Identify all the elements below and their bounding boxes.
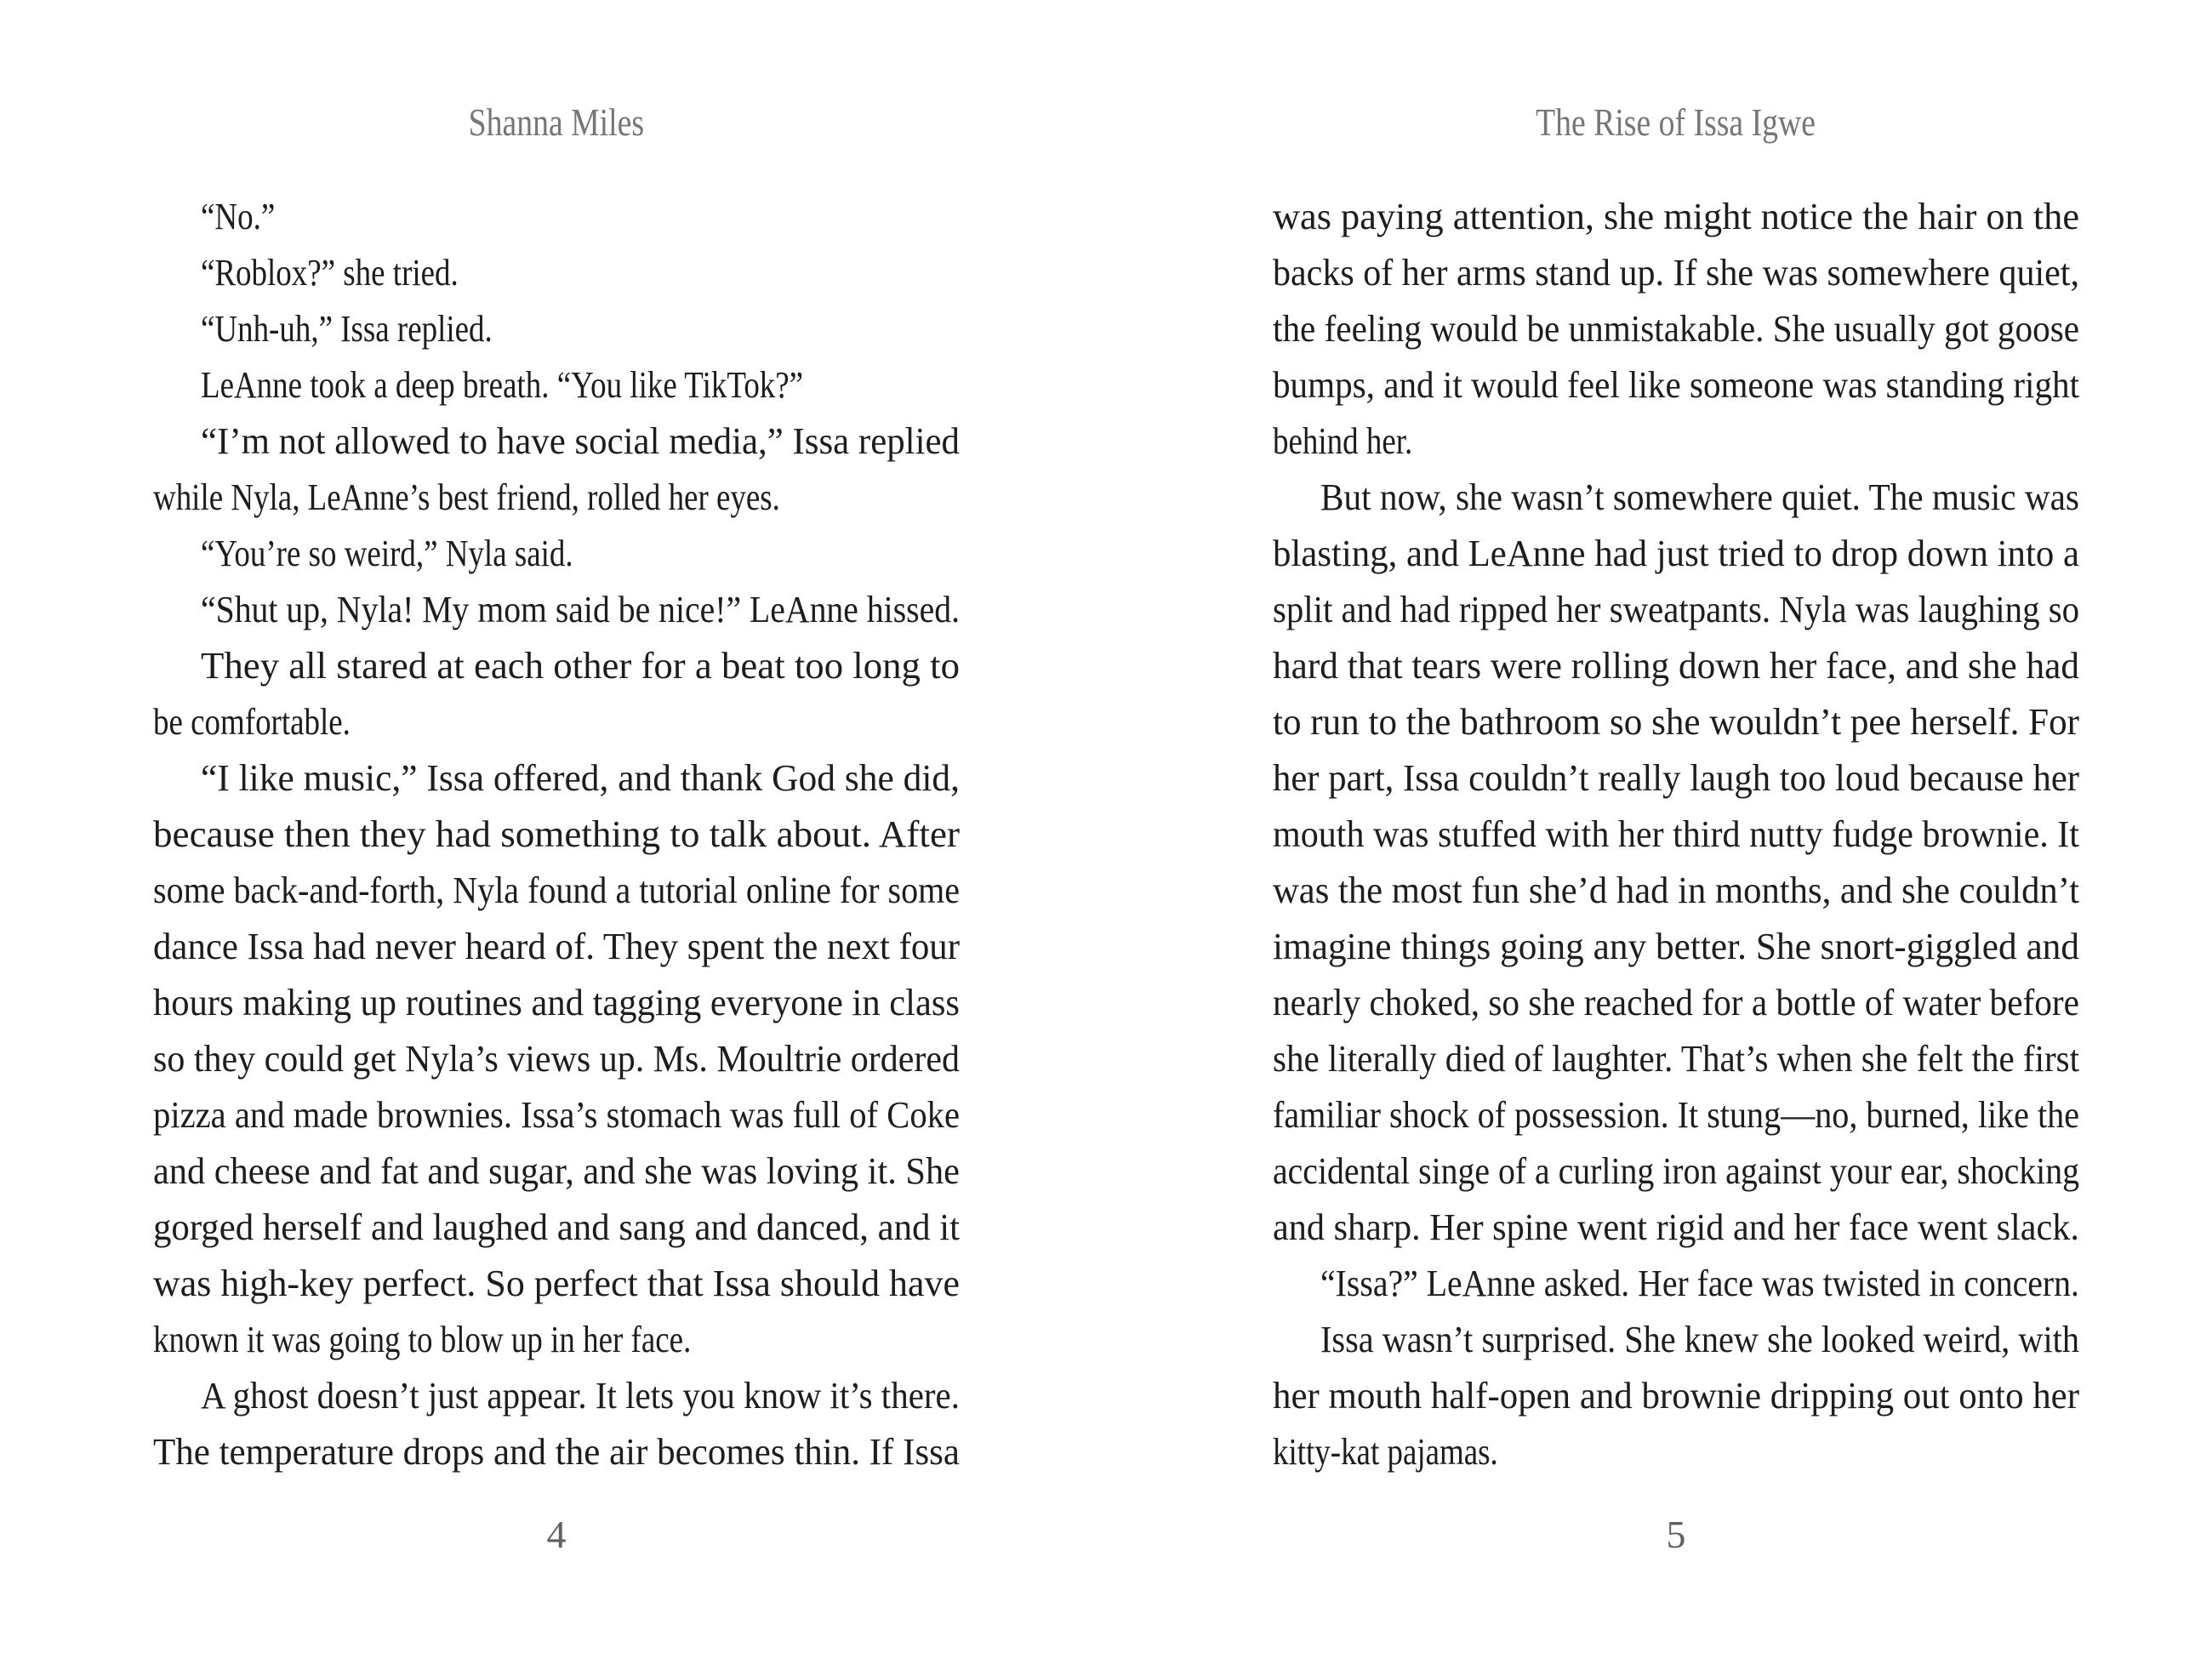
text-line-content: accidental singe of a curling iron against your ear, shocking: [1273, 1150, 2079, 1192]
text-line-content: dance Issa had never heard of. They spent the next four: [153, 926, 960, 967]
text-line: [1273, 470, 2079, 526]
text-line: [1273, 1087, 2079, 1143]
text-line: [1273, 526, 2079, 582]
text-line-content: her mouth half-open and brownie dripping out onto her: [1273, 1375, 2079, 1417]
text-line: [153, 638, 960, 694]
text-line-content: so they could get Nyla’s views up. Ms. Moultrie ordered: [153, 1038, 960, 1080]
text-line: [1273, 357, 2079, 413]
text-line: [153, 694, 960, 750]
text-line: [153, 413, 960, 470]
text-line-content: They all stared at each other for a beat too long to: [201, 645, 960, 687]
page-number-right: 5: [1666, 1513, 1686, 1556]
text-line-content: backs of her arms stand up. If she was somewhere quiet,: [1273, 252, 2079, 294]
text-line: [1273, 582, 2079, 638]
text-line-content: because then they had something to talk about. After: [153, 813, 960, 855]
text-line-content: nearly choked, so she reached for a bottle of water before: [1273, 982, 2079, 1023]
text-line-content: The temperature drops and the air becomes thin. If Issa: [153, 1431, 960, 1473]
text-line: [153, 357, 960, 413]
text-line-content: familiar shock of possession. It stung—no, burned, like the: [1273, 1094, 2079, 1136]
running-header-title: [1273, 100, 2079, 145]
text-line: [1273, 750, 2079, 807]
text-line: [1273, 1031, 2079, 1087]
text-line: [1273, 975, 2079, 1031]
text-line: [1273, 807, 2079, 863]
text-line: [153, 1312, 960, 1368]
text-line: [153, 189, 960, 245]
text-line: [153, 1087, 960, 1143]
text-line-content: behind her.: [1273, 420, 1413, 462]
text-line-content: was high-key perfect. So perfect that Issa should have: [153, 1263, 960, 1304]
text-line: [153, 582, 960, 638]
text-line-content: be comfortable.: [153, 701, 351, 743]
text-line: [153, 750, 960, 807]
text-line: [153, 1256, 960, 1312]
text-line: [153, 1424, 960, 1480]
running-header-author-text: Shanna Miles: [468, 100, 645, 144]
text-line: [1273, 1256, 2079, 1312]
text-line: [1273, 694, 2079, 750]
text-line-content: was the most fun she’d had in months, and she couldn’t: [1273, 869, 2079, 911]
text-line-content: was paying attention, she might notice the hair on the: [1273, 196, 2079, 237]
text-line: [153, 1368, 960, 1424]
text-line-content: kitty-kat pajamas.: [1273, 1431, 1498, 1473]
text-line-content: bumps, and it would feel like someone was standing right: [1273, 364, 2079, 406]
text-line-content: blasting, and LeAnne had just tried to drop down into a: [1273, 533, 2079, 574]
text-line: [153, 245, 960, 301]
text-line: [153, 1031, 960, 1087]
page-right-text: [1273, 189, 2079, 1480]
text-line-content: known it was going to blow up in her face.: [153, 1319, 692, 1360]
text-line-content: “Unh-uh,” Issa replied.: [201, 308, 493, 350]
running-header-author: [153, 100, 960, 145]
text-line: [153, 301, 960, 357]
text-line-content: “You’re so weird,” Nyla said.: [201, 533, 573, 574]
text-line: [153, 919, 960, 975]
text-line-content: “I’m not allowed to have social media,” Issa replied: [201, 420, 960, 462]
text-line-content: to run to the bathroom so she wouldn’t pee herself. For: [1273, 701, 2079, 743]
text-line: [1273, 638, 2079, 694]
text-line-content: “Shut up, Nyla! My mom said be nice!” LeAnne hissed.: [201, 589, 960, 630]
text-line: [1273, 1424, 2079, 1480]
text-line-content: the feeling would be unmistakable. She usually got goose: [1273, 308, 2079, 350]
text-line-content: LeAnne took a deep breath. “You like TikTok?”: [201, 364, 804, 406]
text-line: [1273, 1312, 2079, 1368]
page-right: [1273, 0, 2079, 1659]
text-line: [153, 526, 960, 582]
text-line: [1273, 1200, 2079, 1256]
running-header-title-text: The Rise of Issa Igwe: [1536, 100, 1816, 144]
text-line-content: split and had ripped her sweatpants. Nyla was laughing so: [1273, 589, 2079, 630]
text-line: [1273, 1368, 2079, 1424]
text-line-content: “Roblox?” she tried.: [201, 252, 459, 294]
text-line-content: imagine things going any better. She snort-giggled and: [1273, 926, 2079, 967]
text-line-content: and sharp. Her spine went rigid and her face went slack.: [1273, 1206, 2079, 1248]
page-left: [153, 0, 960, 1659]
text-line-content: pizza and made brownies. Issa’s stomach was full of Coke: [153, 1094, 960, 1136]
text-line-content: hard that tears were rolling down her face, and she had: [1273, 645, 2079, 687]
text-line: [153, 470, 960, 526]
text-line-content: while Nyla, LeAnne’s best friend, rolled her eyes.: [153, 476, 780, 518]
text-line: [153, 1200, 960, 1256]
text-line-content: mouth was stuffed with her third nutty fudge brownie. It: [1273, 813, 2079, 855]
text-line-content: some back-and-forth, Nyla found a tutorial online for some: [153, 869, 960, 911]
text-line-content: and cheese and fat and sugar, and she was loving it. She: [153, 1150, 960, 1192]
text-line-content: “No.”: [201, 196, 276, 237]
text-line-content: hours making up routines and tagging everyone in class: [153, 982, 960, 1023]
text-line: [1273, 413, 2079, 470]
page-number-left: 4: [546, 1513, 567, 1556]
text-line: [1273, 189, 2079, 245]
text-line-content: “I like music,” Issa offered, and thank God she did,: [201, 757, 960, 799]
text-line: [153, 863, 960, 919]
text-line-content: “Issa?” LeAnne asked. Her face was twisted in concern.: [1320, 1263, 2079, 1304]
text-line-content: she literally died of laughter. That’s when she felt the first: [1273, 1038, 2079, 1080]
text-line: [1273, 863, 2079, 919]
text-line-content: A ghost doesn’t just appear. It lets you know it’s there.: [201, 1375, 960, 1417]
text-line: [1273, 301, 2079, 357]
text-line: [153, 975, 960, 1031]
text-line-content: Issa wasn’t surprised. She knew she looked weird, with: [1320, 1319, 2079, 1360]
text-line: [153, 807, 960, 863]
text-line: [153, 1143, 960, 1200]
text-line: [1273, 1143, 2079, 1200]
text-line-content: gorged herself and laughed and sang and danced, and it: [153, 1206, 960, 1248]
text-line-content: But now, she wasn’t somewhere quiet. The music was: [1320, 476, 2079, 518]
text-line: [1273, 919, 2079, 975]
text-line-content: her part, Issa couldn’t really laugh too loud because her: [1273, 757, 2079, 799]
page-left-text: [153, 189, 960, 1480]
text-line: [1273, 245, 2079, 301]
